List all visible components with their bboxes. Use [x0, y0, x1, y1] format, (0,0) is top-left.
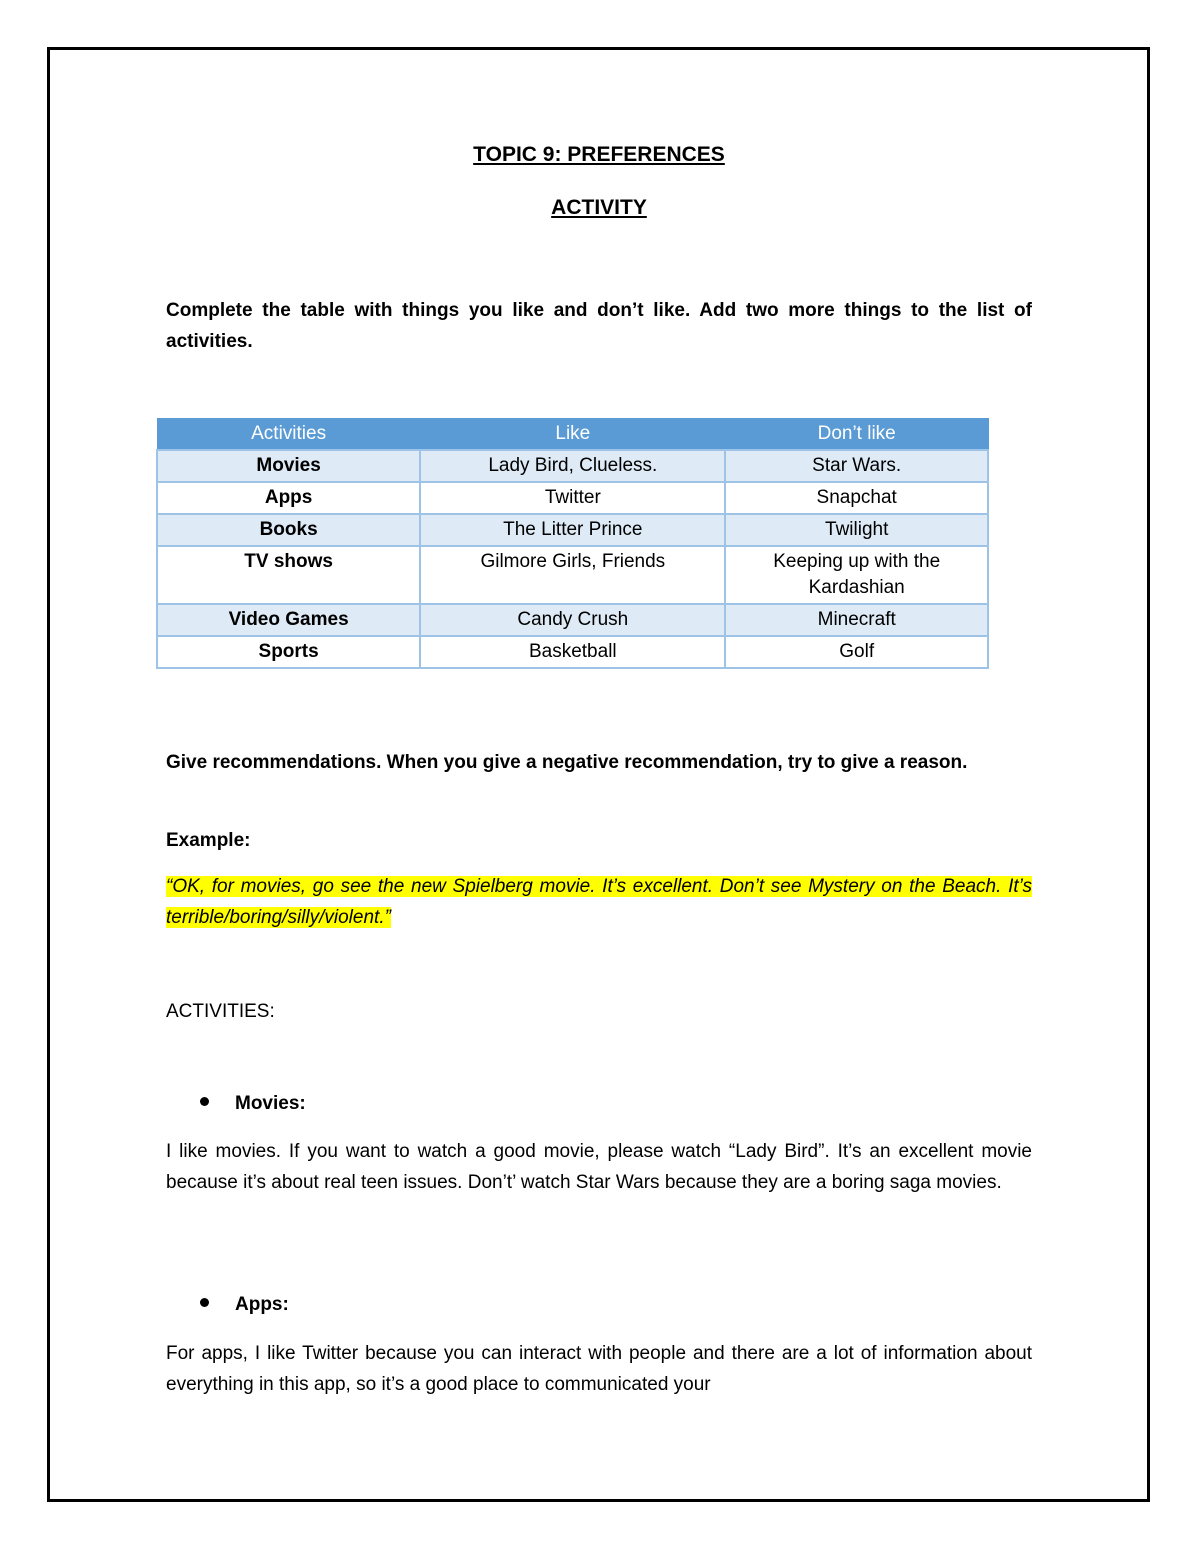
- header-activities: Activities: [157, 419, 420, 451]
- example-label: Example:: [166, 830, 251, 851]
- cell-like: Gilmore Girls, Friends: [420, 546, 725, 604]
- cell-like: Twitter: [420, 482, 725, 514]
- table-row: [157, 482, 988, 514]
- table-header-row: [157, 419, 988, 451]
- cell-dont-like: Twilight: [725, 514, 988, 546]
- table-instruction: Complete the table with things you like and don’t like. Add two more things to the list of activities.: [166, 300, 1032, 352]
- bullet-movies: [200, 1093, 306, 1115]
- cell-like: Lady Bird, Clueless.: [420, 450, 725, 482]
- bullet-dot-icon: [200, 1097, 209, 1106]
- header-like: Like: [420, 419, 725, 451]
- cell-dont-like: Keeping up with the Kardashian: [725, 546, 988, 604]
- cell-dont-like: Star Wars.: [725, 450, 988, 482]
- table-row: [157, 636, 988, 668]
- example-quote: [166, 871, 1032, 933]
- example-highlight: “OK, for movies, go see the new Spielberg movie. It’s excellent. Don’t see Mystery on the Beach. It’s terrible/boring/silly/violent.”: [166, 876, 1032, 928]
- table-row: [157, 604, 988, 636]
- cell-like: Candy Crush: [420, 604, 725, 636]
- cell-activity: TV shows: [157, 546, 420, 604]
- cell-dont-like: Golf: [725, 636, 988, 668]
- document-title: TOPIC 9: PREFERENCES: [473, 143, 725, 166]
- cell-activity: Apps: [157, 482, 420, 514]
- preferences-table: [156, 418, 989, 669]
- table-row: [157, 450, 988, 482]
- movies-paragraph: I like movies. If you want to watch a good movie, please watch “Lady Bird”. It’s an excellent movie because it’s about real teen issues. Don’t’ watch Star Wars because they are a boring saga movies.: [166, 1141, 1032, 1193]
- cell-dont-like: Snapchat: [725, 482, 988, 514]
- cell-activity: Video Games: [157, 604, 420, 636]
- apps-paragraph: For apps, I like Twitter because you can interact with people and there are a lot of information about everything in this app, so it’s a good place to communicated your: [166, 1343, 1032, 1395]
- header-dont-like: Don’t like: [725, 419, 988, 451]
- cell-like: Basketball: [420, 636, 725, 668]
- activities-heading: ACTIVITIES:: [166, 1001, 275, 1022]
- bullet-dot-icon: [200, 1298, 209, 1307]
- bullet-apps: [200, 1294, 289, 1316]
- bullet-movies-label: Movies:: [235, 1093, 306, 1114]
- cell-like: The Litter Prince: [420, 514, 725, 546]
- table-row: [157, 546, 988, 604]
- recommend-instruction: Give recommendations. When you give a negative recommendation, try to give a reason.: [166, 752, 968, 773]
- document-subtitle: ACTIVITY: [551, 196, 647, 219]
- cell-activity: Sports: [157, 636, 420, 668]
- cell-activity: Movies: [157, 450, 420, 482]
- cell-activity: Books: [157, 514, 420, 546]
- cell-dont-like: Minecraft: [725, 604, 988, 636]
- bullet-apps-label: Apps:: [235, 1294, 289, 1315]
- table-row: [157, 514, 988, 546]
